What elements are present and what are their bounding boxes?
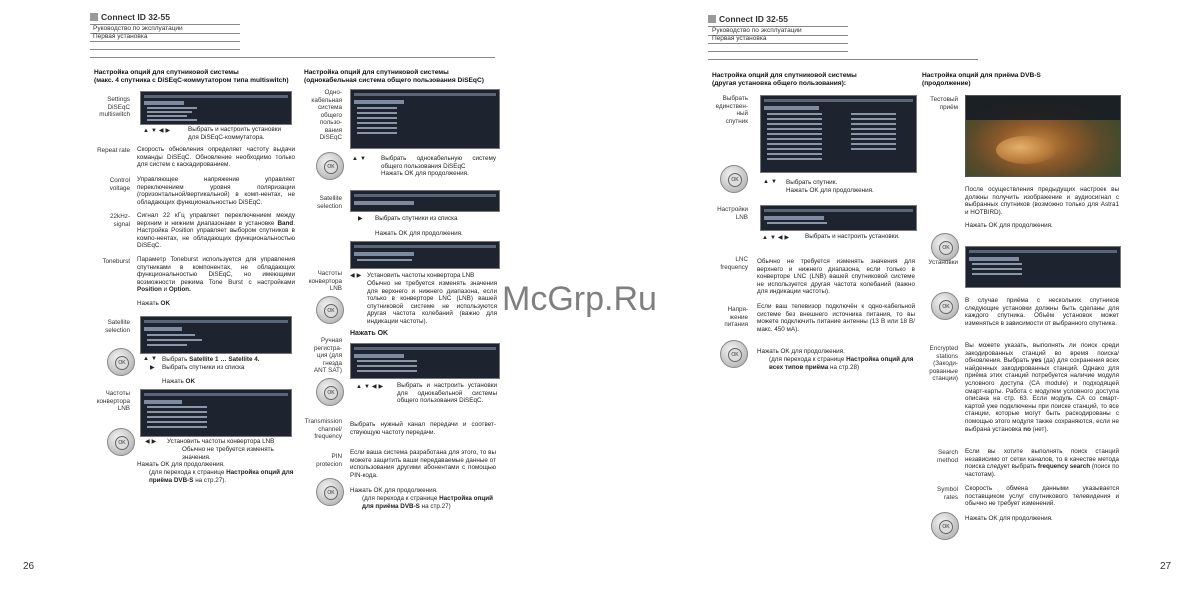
press-continue-7: Нажать OK для продолжения. xyxy=(965,222,1053,229)
label-satellite-selection-2: Satellite selection xyxy=(317,195,342,210)
label-22khz: 22kHz- signal xyxy=(110,213,130,228)
header-divider xyxy=(708,43,848,44)
supply-voltage-text: Если ваш телевизор подключён к одно-кабельной системе без внешнего источника питания, то вы можете подключить питание антенны (13 В или 18 В/ макс. 450 мА). xyxy=(757,303,915,333)
label-lnb-freq: Частоты конвертора LNB xyxy=(96,390,130,412)
multi-satellite-text: В случае приёма с нескольких спутников следующие установки должны быть сделаны для каждого спутника. Объём установок может изменяться в зависимости от выбранного спутника. xyxy=(965,297,1119,327)
ok-button-icon: OK xyxy=(107,428,135,456)
page-number-left: 26 xyxy=(23,561,35,572)
press-ok-1: Нажать OK xyxy=(137,300,170,307)
test-reception-image xyxy=(965,95,1121,177)
press-continue-3: Нажать OK для продолжения. xyxy=(375,230,463,237)
screenshot-settings xyxy=(965,246,1121,288)
label-symbol-rates: Symbol rates xyxy=(937,486,958,501)
section-title-line2: (макс. 4 спутника с DiSEqC-коммутатором типа multiswitch) xyxy=(94,77,289,84)
screenshot-lnb-frequencies xyxy=(140,389,292,437)
label-control-voltage: Control voltage xyxy=(109,177,130,192)
watermark: McGrp.Ru xyxy=(502,280,657,318)
satellite-choose-text: Выбрать спутник. xyxy=(786,179,838,186)
press-continue-5: Нажать OK для продолжения. xyxy=(786,187,874,194)
press-continue-1: Нажать OK для продолжения. xyxy=(137,461,225,468)
section-title-dvbs-cont xyxy=(922,72,1122,88)
section-title-line2: (другая установка общего пользования): xyxy=(712,80,846,87)
ok-button-icon: OK xyxy=(316,478,344,506)
lnb-text-col2-2: Обычно не требуется изменять значения для верхнего и нижнего диапазона, если только в конверторе LNC (LNB) вашей спутниковой системе не используются другая частота колебаний (важно для индикации частоты). xyxy=(367,280,497,325)
header-subtitle-manual: Руководство по эксплуатации xyxy=(93,25,183,32)
ok-button-icon: OK xyxy=(316,152,344,180)
lnb-text-col2-1: Установить частоты конвертора LNB xyxy=(367,272,475,279)
header-divider xyxy=(90,49,240,50)
label-transmission: Transmission channel/ frequency xyxy=(304,418,342,440)
see-page-27-1: (для перехода к странице Настройка опций для приёма DVB-S на стр.27). xyxy=(149,469,294,484)
page-number-right: 27 xyxy=(1160,561,1172,572)
header-square-icon xyxy=(90,13,98,21)
satsel-text-col2: Выбрать спутники из списка xyxy=(375,215,458,222)
label-lnb-settings: Настройки LNB xyxy=(717,206,748,221)
screenshot-satellite-choose xyxy=(760,95,917,173)
section-title-line1: Настройка опций для спутниковой системы xyxy=(94,69,239,76)
arrow-keys-icon: ▶ xyxy=(358,216,365,222)
arrow-keys-icon: ▲▼◀▶ xyxy=(356,384,386,390)
label-manual-registration: Ручная регистра- ция (для гнезда ANT SAT) xyxy=(313,337,342,374)
ok-button-icon: OK xyxy=(316,296,344,324)
arrow-keys-icon: ◀▶ xyxy=(145,439,159,445)
screenshot-satellite-list xyxy=(350,190,500,212)
satsel-text-2: Выбрать спутники из списка xyxy=(162,364,245,371)
screenshot-manual-registration xyxy=(350,343,500,379)
see-page-27-2: (для перехода к странице Настройка опций для приёма DVB-S на стр.27) xyxy=(362,495,493,510)
screenshot-satellite-selection xyxy=(140,316,292,354)
label-lnb-freq-2: Частоты конвертора LNB xyxy=(308,270,342,292)
label-toneburst: Toneburst xyxy=(102,258,130,265)
press-continue-6: Нажать OK для продолжения. xyxy=(757,348,845,355)
screenshot-single-cable xyxy=(350,89,500,149)
ok-button-icon: OK xyxy=(316,378,344,406)
label-settings: Установки xyxy=(928,259,958,266)
lnb-settings-text: Выбрать и настроить установки. xyxy=(805,233,900,240)
label-supply-voltage: Напря- жение питания xyxy=(724,306,748,328)
label-search-method: Search method xyxy=(936,449,958,464)
satsel-text-1: Выбрать Satellite 1 … Satellite 4. xyxy=(162,356,260,363)
screenshot-lnb-settings xyxy=(760,205,917,231)
label-repeat-rate: Repeat rate xyxy=(97,147,130,154)
lnb-text-2: Обычно не требуется изменять значения. xyxy=(182,446,274,461)
pin-text: Если ваша система разработана для этого, то вы можете защитить ваши передаваемые данные от использования другими абонентами с помощью PIN-кода. xyxy=(350,449,496,479)
ok-button-icon: OK xyxy=(720,340,748,368)
label-settings-diseqc: Settings DiSEqC multiswitch xyxy=(99,96,130,118)
arrow-keys-icon: ▲▼ xyxy=(763,179,779,185)
lnb-text-1: Установить частоты конвертора LNB xyxy=(167,438,275,445)
see-page-28: (для перехода к странице Настройка опций для всех типов приёма на стр.28) xyxy=(769,356,914,371)
screenshot-diseqc-settings xyxy=(140,91,292,125)
press-continue-2: Нажать OK для продолжения. xyxy=(381,170,469,177)
ok-button-icon: OK xyxy=(931,512,959,540)
press-ok-2: Нажать OK xyxy=(162,378,195,385)
arrow-keys-icon: ◀▶ xyxy=(350,273,364,279)
label-test-reception: Тестовый приём xyxy=(930,96,958,111)
label-encrypted: Encrypted stations (Закоди- рованные станции) xyxy=(929,345,958,382)
press-continue-8: Нажать OK для продолжения. xyxy=(965,515,1053,522)
header-title: Connect ID 32-55 xyxy=(719,14,788,24)
header-subtitle-section: Первая установка xyxy=(712,35,767,42)
press-ok-col2: Нажать OK xyxy=(350,330,389,337)
page-rule xyxy=(90,57,495,58)
header-title: Connect ID 32-55 xyxy=(101,12,170,22)
header-divider xyxy=(708,51,848,52)
encrypted-text: Вы можете указать, выполнять ли поиск среди закодированных станций во время поиска/обновления. Выбрать yes (да) для сохранения всех найденных закодированных станций. Однако для приёма этих станций потребуется наличие модуля условного доступа (CA module) и подходящей смарт-карты. Работа с модулем условного доступа описана на стр. 63. Если модуль CA со смарт-картой уже подключены при поиске станций, то все станции, которые могут быть раскодированы с помощью этого модуля также сохраняются, если не выбрана установка no (нет). xyxy=(965,342,1120,433)
header-divider xyxy=(90,41,240,42)
settings-diseqc-text: Выбрать и настроить установки для DiSEqC-коммутатора. xyxy=(188,126,281,141)
label-satellite-selection: Satellite selection xyxy=(105,319,130,334)
arrow-keys-icon: ▲▼ xyxy=(143,356,159,362)
test-reception-text: После осуществления предыдущих настроек вы должны получить изображение и аудиосигнал с выбранных спутников (возможно только для Astra1 и HOTBIRD). xyxy=(965,186,1119,216)
label-single-cable: Одно- кабельная система общего пользо- вания DiSEqC xyxy=(311,89,342,141)
lnc-frequency-text: Обычно не требуется изменять значения для верхнего и нижнего диапазона, если только в конверторе LNC (LNB) вашей спутниковой системе не используется другая частота колебаний (важно для индикации частоты). xyxy=(757,258,915,296)
arrow-keys-icon: ▲▼◀▶ xyxy=(762,235,792,241)
section-title-line1: Настройка опций для спутниковой системы xyxy=(304,69,449,76)
repeat-rate-text: Скорость обновления определяет частоту выдачи команды DiSEqC. Обновление необходимо только для систем с каскадированием. xyxy=(137,146,295,169)
toneburst-text: Параметр Toneburst используется для управления спутниками в компонентах, не обладающих функциональностью DiSEqC, но имеющими возможности режима Tone Burst с настройками Position и Option. xyxy=(137,256,295,294)
transmission-text: Выбрать нужный канал передачи и соответ-ствующую частоту передачи. xyxy=(350,421,496,436)
ok-button-icon: OK xyxy=(720,165,748,193)
screenshot-lnb-single xyxy=(350,241,500,269)
section-title-single-cable xyxy=(304,69,504,85)
header-subtitle-section: Первая установка xyxy=(93,33,148,40)
control-voltage-text: Управляющее напряжение управляет переключением уровня поляризации (горизонтальной/вертикальной) в комп-нентах, не обладающих функциональностью DiSEqC. xyxy=(137,176,295,206)
search-method-text: Если вы хотите выполнять поиск станций независимо от сетки каналов, то в качестве метода поиска следует выбрать frequency search (поиск по частотам). xyxy=(965,448,1119,478)
label-pin: PIN protecion xyxy=(316,453,342,468)
arrow-keys-icon: ▲▼◀▶ xyxy=(143,128,173,134)
manual-text: Выбрать и настроить установки для однокабельной системы общего пользования DiSEqC. xyxy=(397,382,497,405)
section-title-line2: (продолжение) xyxy=(922,80,971,87)
header-square-icon xyxy=(708,15,716,23)
press-continue-4: Нажать OK для продолжения. xyxy=(350,487,438,494)
section-title-line1: Настройка опций для приёма DVB-S xyxy=(922,72,1041,79)
header-subtitle-manual: Руководство по эксплуатации xyxy=(712,27,802,34)
page-rule xyxy=(708,59,978,60)
section-title-line1: Настройка опций для спутниковой системы xyxy=(712,72,857,79)
22khz-text: Сигнал 22 кГц управляет переключением между верхним и нижним диапазонами в установке Band. Настройка Position управляет выбором спутников в компо-нентах, не обладающих функциональностью DiSEqC. xyxy=(137,212,295,250)
label-single-satellite: Выбрать единствен- ный спутник xyxy=(715,95,748,125)
ok-button-icon: OK xyxy=(931,292,959,320)
label-lnc-frequency: LNC frequency xyxy=(720,256,748,271)
section-title-multiswitch xyxy=(94,69,304,85)
single-cable-text: Выбрать однокабельную систему общего пользования DiSEqC xyxy=(381,155,496,170)
arrow-keys-icon: ▶ xyxy=(150,365,157,371)
symbol-rates-text: Скорость обмена данными указывается поставщиком услуг спутникового телевидения и обычно не требует изменений. xyxy=(965,485,1119,508)
section-title-other-system xyxy=(712,72,912,88)
section-title-line2: (однокабельная система общего пользования DiSEqC) xyxy=(304,77,484,84)
ok-button-icon: OK xyxy=(107,348,135,376)
arrow-keys-icon: ▲▼ xyxy=(352,156,368,162)
ok-button-icon: OK xyxy=(931,233,959,261)
